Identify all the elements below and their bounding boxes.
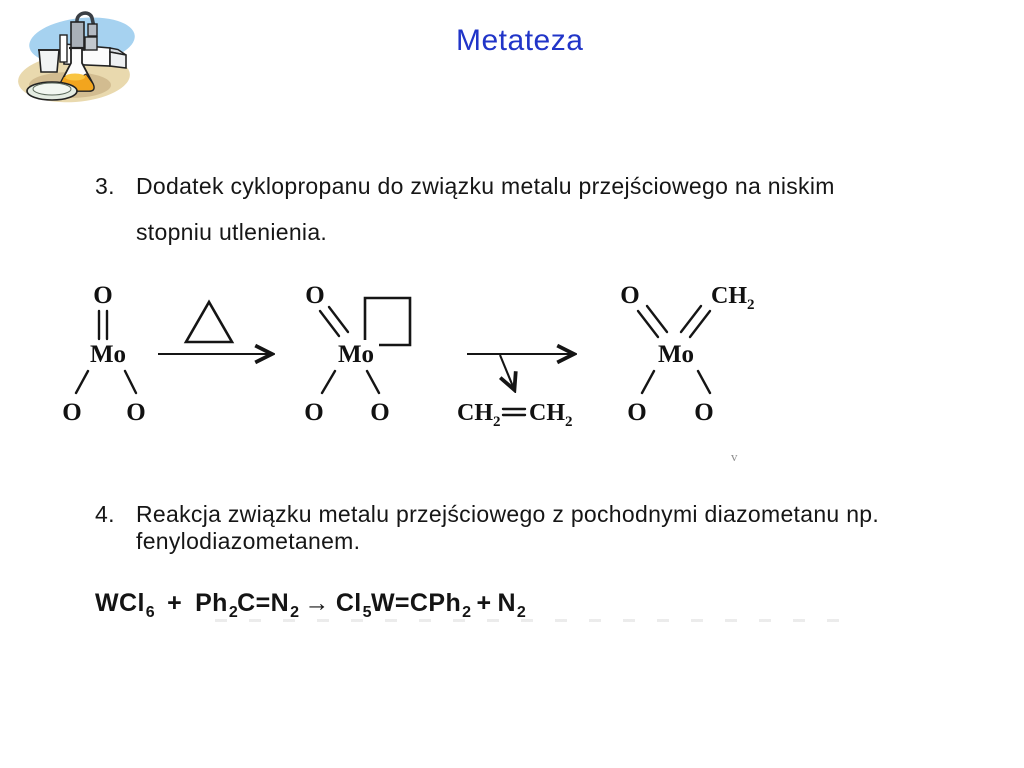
cyclopropane-triangle <box>186 302 232 342</box>
item-text-line: Dodatek cyklopropanu do związku metalu przejściowego na niskim <box>136 173 835 199</box>
formula-diazomethane: $Ph_2C=N_2$ <box>195 589 300 621</box>
single-bond <box>125 371 136 393</box>
ethylene-label <box>457 400 573 430</box>
atom-label-o: O <box>304 399 324 426</box>
atom-label-mo: Mo <box>337 341 375 368</box>
item-number: 3. <box>95 173 115 199</box>
single-bond <box>76 371 88 393</box>
atom-label-mo: Mo <box>89 341 127 368</box>
plus-sign: + <box>476 589 492 617</box>
formula-wcl6: WCl$_6$ <box>95 589 156 621</box>
single-bond <box>322 371 335 393</box>
formula-n2: $N_2$ <box>497 589 527 621</box>
item-text <box>136 163 835 255</box>
atom-label-o: O <box>305 282 325 309</box>
ethylene-release-arrow <box>500 355 514 389</box>
atom-label-o: O <box>620 282 640 309</box>
chemistry-lab-clipart <box>12 8 140 106</box>
single-bond <box>698 371 710 393</box>
atom-label-o: O <box>126 399 146 426</box>
slide-title: Metateza <box>456 24 584 57</box>
item-text-line: Reakcja związku metalu przejściowego z pochodnymi diazometanu np. <box>136 501 880 527</box>
atom-label-o: O <box>93 282 113 309</box>
atom-label-ch2: $CH_2$ <box>711 283 755 313</box>
scan-artifact: v <box>731 449 738 464</box>
atom-label-o: O <box>694 399 714 426</box>
reaction-arrow-glyph: → <box>304 589 330 617</box>
item-text <box>136 501 879 555</box>
list-item-3 <box>95 163 835 255</box>
single-bond <box>367 371 379 393</box>
atom-label-o: O <box>370 399 390 426</box>
single-bond <box>642 371 654 393</box>
reaction-scheme <box>55 265 785 480</box>
structure-mo-dioxo <box>62 282 145 426</box>
plus-sign: + <box>167 589 183 617</box>
scan-smudge <box>215 619 860 622</box>
atom-label-o: O <box>62 399 82 426</box>
metallacycle-ring <box>365 298 410 345</box>
item-text-line: stopniu utlenienia. <box>136 219 328 245</box>
atom-label-o: O <box>627 399 647 426</box>
list-item-4 <box>95 501 879 555</box>
atom-label-ch2: $CH_2$ <box>529 400 573 430</box>
structure-mo-methylidene <box>620 282 754 426</box>
formula-carbene-product: $Cl_5W=CPh_2$ <box>335 589 472 621</box>
reaction-equation <box>95 589 527 621</box>
atom-label-ch2: $CH_2$ <box>457 400 501 430</box>
atom-label-mo: Mo <box>657 341 695 368</box>
structure-metallacyclobutane <box>304 282 410 426</box>
clipart-petri-dish <box>27 82 77 100</box>
item-number: 4. <box>95 501 115 527</box>
item-text-line: fenylodiazometanem. <box>136 528 361 554</box>
